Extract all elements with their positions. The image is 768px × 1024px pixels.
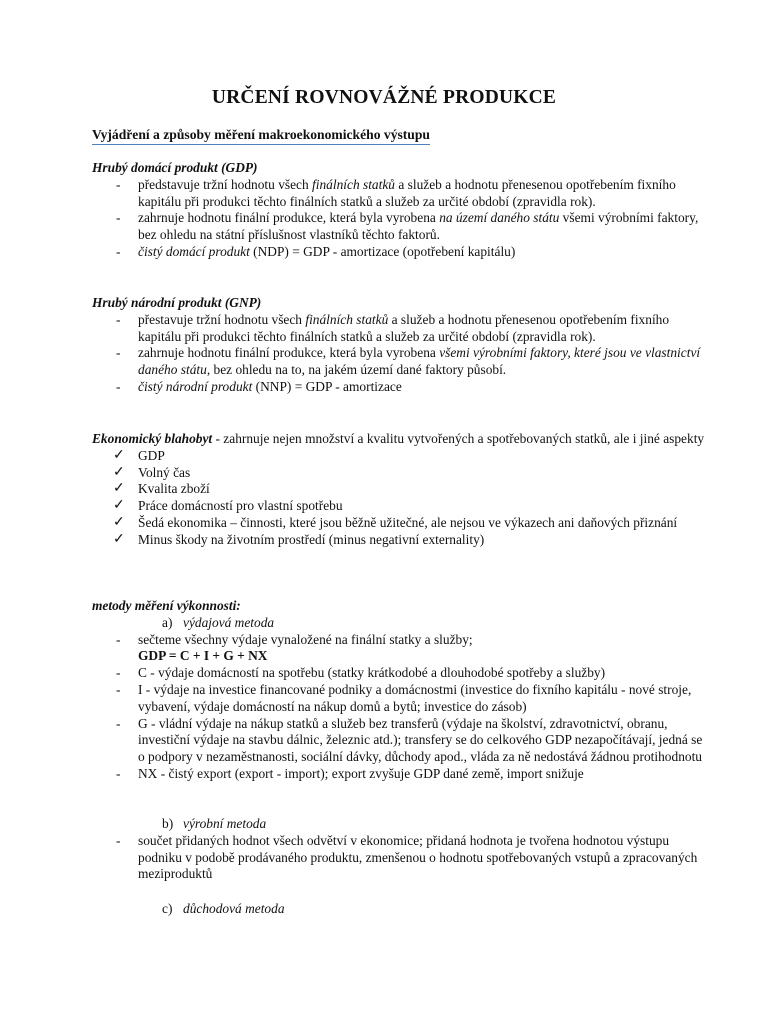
methods-section xyxy=(0,598,768,783)
method-b-section xyxy=(0,816,768,883)
gdp-list xyxy=(0,177,768,261)
method-a-heading xyxy=(162,615,768,632)
gnp-section xyxy=(0,295,768,396)
list-item xyxy=(0,665,768,682)
gnp-heading: Hrubý národní produkt (GNP) xyxy=(92,295,262,310)
method-letter: a) xyxy=(162,614,173,630)
method-letter: c) xyxy=(162,901,173,916)
check-text: Šedá ekonomika – činnosti, které jsou běžně užitečné, ale nejsou ve výkazech ani daňových přiznání xyxy=(138,514,678,530)
list-item xyxy=(0,632,768,666)
method-name: výrobní metoda xyxy=(183,816,267,831)
dash-bullet: - xyxy=(116,311,121,327)
dash-bullet: - xyxy=(116,176,121,192)
item-text: přestavuje tržní hodnotu všech xyxy=(138,311,306,327)
list-item xyxy=(0,682,768,716)
dash-bullet: - xyxy=(116,715,121,731)
item-text: představuje tržní hodnotu všech xyxy=(138,176,313,192)
item-text: zahrnuje hodnotu finální produkce, která byla vyrobena xyxy=(138,345,440,361)
list-item xyxy=(0,833,768,883)
list-item xyxy=(0,244,768,261)
check-item xyxy=(0,481,768,498)
gdp-heading: Hrubý domácí produkt (GDP) xyxy=(92,160,258,175)
method-letter: b) xyxy=(162,816,174,831)
item-text: součet přidaných hodnot všech odvětví v ekonomice; přidaná hodnota je tvořena hodnotou výstupu podniku v podobě prodávaného produktu, zmenšenou o hodnotu spotřebovaných vstupů a zpracovaných meziproduktů xyxy=(138,832,698,882)
list-item xyxy=(0,766,768,783)
document-title: URČENÍ ROVNOVÁŽNÉ PRODUKCE xyxy=(211,87,557,108)
dash-bullet: - xyxy=(116,345,121,361)
list-item xyxy=(0,379,768,396)
dash-bullet: - xyxy=(116,765,121,781)
dash-bullet: - xyxy=(116,243,121,259)
item-text: G - vládní výdaje na nákup statků a služeb bez transferů (výdaje na školství, zdravotnictví, obranu, investiční výdaje na stavbu dálnic, železnic atd.); transfery se do celkového GDP nezapočítávají, jedná se o podpory v nezaměstnanosti, sociální dávky, důchody apod., vláda za ně nedostává žádnou protihodnotu xyxy=(138,715,703,765)
check-text: GDP xyxy=(138,447,165,463)
check-item xyxy=(0,498,768,515)
list-item xyxy=(0,177,768,211)
dash-bullet: - xyxy=(116,378,121,394)
list-item xyxy=(0,312,768,346)
item-emphasis: čistý národní produkt xyxy=(138,378,253,394)
welfare-text: - zahrnuje nejen množství a kvalitu vytvořených a spotřebovaných statků, ale i jiné aspekty xyxy=(212,431,705,446)
dash-bullet: - xyxy=(116,665,121,681)
item-text: (NNP) = GDP - amortizace xyxy=(252,378,402,394)
item-text: zahrnuje hodnotu finální produkce, která byla vyrobena xyxy=(138,210,440,226)
item-emphasis: na území daného státu xyxy=(439,210,560,226)
list-item xyxy=(0,345,768,379)
welfare-checklist xyxy=(0,448,768,549)
welfare-paragraph xyxy=(92,431,706,448)
item-emphasis: čistý domácí produkt xyxy=(138,243,250,259)
dash-bullet: - xyxy=(116,681,121,697)
item-text: sečteme všechny výdaje vynaložené na finální statky a služby; xyxy=(138,631,473,647)
check-text: Minus škody na životním prostředí (minus negativní externality) xyxy=(138,531,485,547)
checkmark-icon: ✓ xyxy=(113,531,125,547)
item-emphasis: finálních statků xyxy=(312,176,395,192)
checkmark-icon: ✓ xyxy=(113,481,125,497)
list-item xyxy=(0,210,768,244)
checkmark-icon: ✓ xyxy=(113,514,125,530)
check-item xyxy=(0,448,768,465)
method-b-heading xyxy=(162,816,768,833)
dash-bullet: - xyxy=(116,631,121,647)
item-emphasis: všemi výrobními faktory, které jsou ve vlastnictví daného státu xyxy=(138,345,701,378)
checkmark-icon: ✓ xyxy=(113,498,125,514)
method-name: důchodová metoda xyxy=(183,901,285,916)
item-text: (NDP) = GDP - amortizace (opotřebení kapitálu) xyxy=(249,243,516,259)
welfare-term: Ekonomický blahobyt xyxy=(92,431,213,446)
checkmark-icon: ✓ xyxy=(113,464,125,480)
item-text: NX - čistý export (export - import); export zvyšuje GDP dané země, import snižuje xyxy=(138,765,584,781)
section-subtitle: Vyjádření a způsoby měření makroekonomického výstupu xyxy=(92,126,430,145)
checkmark-icon: ✓ xyxy=(113,447,125,463)
check-text: Kvalita zboží xyxy=(138,481,210,497)
gnp-list xyxy=(0,312,768,396)
item-text: všemi výrobními faktory, bez ohledu na státní příslušnost vlastníků těchto faktorů. xyxy=(138,210,699,243)
check-item xyxy=(0,532,768,549)
list-item xyxy=(0,716,768,766)
method-c-section xyxy=(0,901,768,918)
dash-bullet: - xyxy=(116,210,121,226)
gdp-section xyxy=(0,160,768,261)
check-text: Volný čas xyxy=(138,464,191,480)
method-a-list xyxy=(0,632,768,783)
check-item xyxy=(0,515,768,532)
method-c-heading xyxy=(162,901,768,918)
method-b-list xyxy=(0,833,768,883)
gdp-equation: GDP = C + I + G + NX xyxy=(138,648,268,664)
dash-bullet: - xyxy=(116,832,121,848)
item-text: C - výdaje domácností na spotřebu (statky krátkodobé a dlouhodobé spotřeby a služby) xyxy=(138,665,606,681)
item-text: , bez ohledu na to, na jakém území dané faktory působí. xyxy=(206,362,507,378)
welfare-section xyxy=(0,431,768,549)
item-emphasis: finálních statků xyxy=(305,311,389,327)
check-text: Práce domácností pro vlastní spotřebu xyxy=(138,498,343,514)
item-text: I - výdaje na investice financované podniky a domácnostmi (investice do fixního kapitálu - nové stroje, vybavení, výdaje domácností na nákup domů a bytů; investice do zásob) xyxy=(138,681,692,714)
item-text: a služeb a hodnotu přenesenou opotřebením fixního kapitálu při produkci těchto finálních statků a služeb za určité období (zpravidla rok). xyxy=(138,311,670,344)
item-text: a služeb a hodnotu přenesenou opotřebením fixního kapitálu při produkci těchto finálních statků a služeb za určité období (zpravidla rok). xyxy=(138,176,676,209)
method-name: výdajová metoda xyxy=(183,614,275,630)
methods-heading: metody měření výkonnosti: xyxy=(92,598,241,613)
check-item xyxy=(0,465,768,482)
